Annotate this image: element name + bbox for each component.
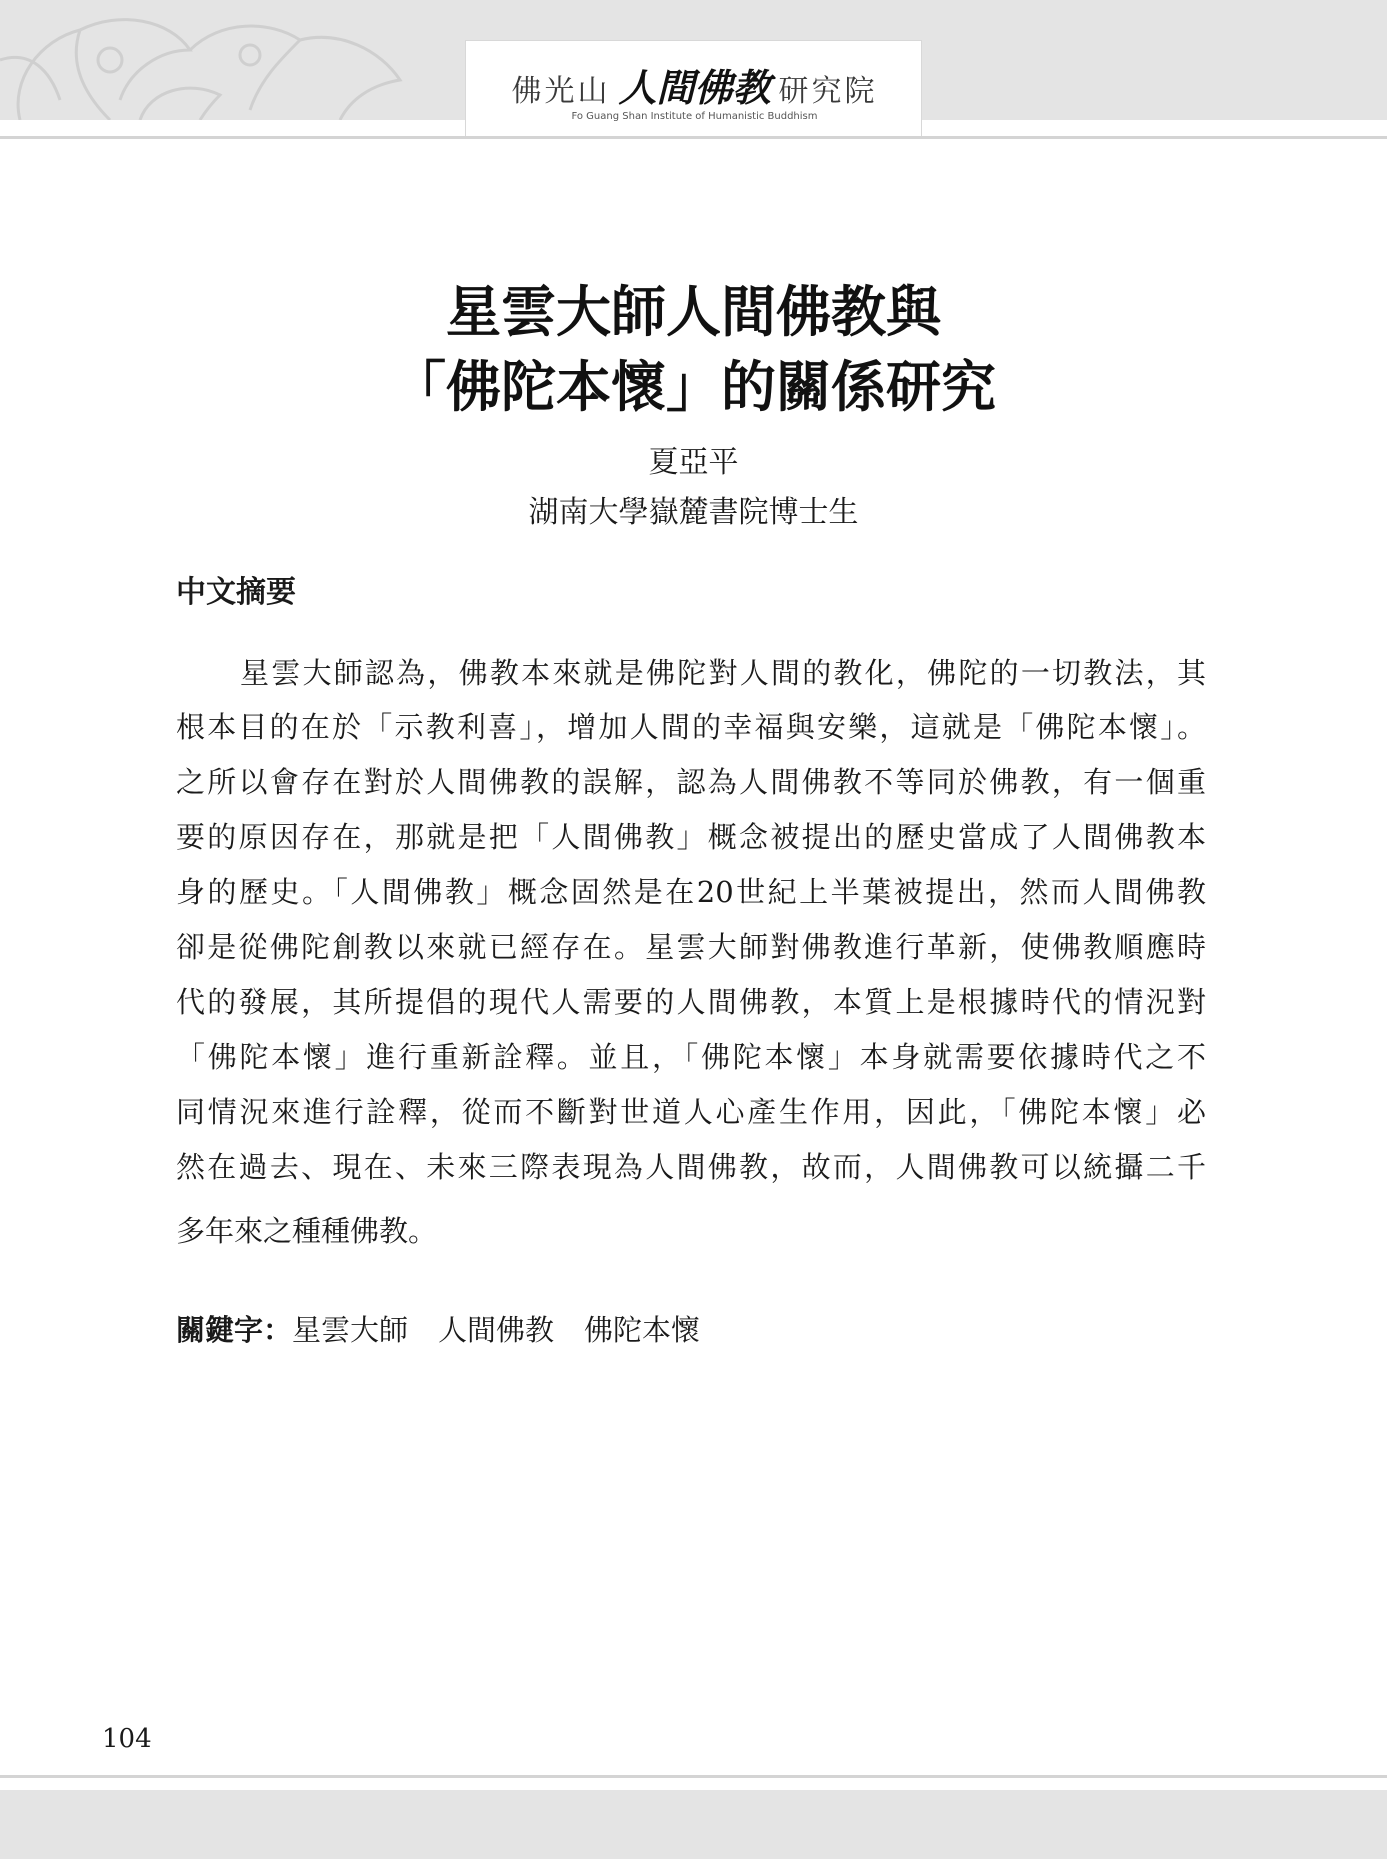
page-number: 104 [102,1724,152,1754]
footer-divider [0,1775,1387,1778]
logo-brush: 人間佛教 [618,65,771,110]
logo-right: 研究院 [778,74,878,109]
abstract-line: 然在過去、現在、未來三際表現為人間佛教，故而，人間佛教可以統攝二千 [176,1150,1206,1184]
keyword-item: 人間佛教 [438,1313,555,1347]
abstract-line: 星雲大師認為，佛教本來就是佛陀對人間的教化，佛陀的一切教法，其 [240,656,1206,690]
logo-title [466,57,923,112]
abstract-line: 「佛陀本懷」進行重新詮釋。並且，「佛陀本懷」本身就需要依據時代之不 [176,1040,1206,1074]
footer-band [0,1790,1387,1859]
keyword-item: 佛陀本懷 [584,1313,701,1347]
logo-subtitle: Fo Guang Shan Institute of Humanistic Buddhism [571,111,818,122]
keyword-item: 星雲大師 [292,1313,409,1347]
abstract-line: 身的歷史。「人間佛教」概念固然是在20世紀上半葉被提出，然而人間佛教 [176,875,1206,909]
header-band [0,0,1387,120]
abstract-line: 要的原因存在，那就是把「人間佛教」概念被提出的歷史當成了人間佛教本 [176,820,1206,854]
abstract-line: 根本目的在於「示教利喜」，增加人間的幸福與安樂，這就是「佛陀本懷」。 [176,710,1206,744]
keywords [176,1308,730,1349]
author-affiliation: 湖南大學嶽麓書院博士生 [528,495,859,530]
author-name: 夏亞平 [648,445,739,480]
abstract-line: 多年來之種種佛教。 [176,1214,438,1248]
paper-title-line-1: 星雲大師人間佛教與 [445,279,941,344]
abstract-line: 同情況來進行詮釋，從而不斷對世道人心產生作用，因此，「佛陀本懷」必 [176,1095,1206,1129]
institute-logo [465,40,922,138]
logo-left: 佛光山 [511,74,611,109]
abstract-heading: 中文摘要 [176,575,296,610]
lotus-ornament-icon [0,0,420,120]
keywords-label: 關鍵字： [176,1313,293,1347]
header-divider [0,136,1387,139]
abstract-line: 卻是從佛陀創教以來就已經存在。星雲大師對佛教進行革新，使佛教順應時 [176,930,1206,964]
abstract-line: 之所以會存在對於人間佛教的誤解，認為人間佛教不等同於佛教，有一個重 [176,765,1206,799]
paper-title-line-2: 「佛陀本懷」的關係研究 [390,354,996,419]
abstract-line: 代的發展，其所提倡的現代人需要的人間佛教，本質上是根據時代的情況對 [176,985,1206,1019]
